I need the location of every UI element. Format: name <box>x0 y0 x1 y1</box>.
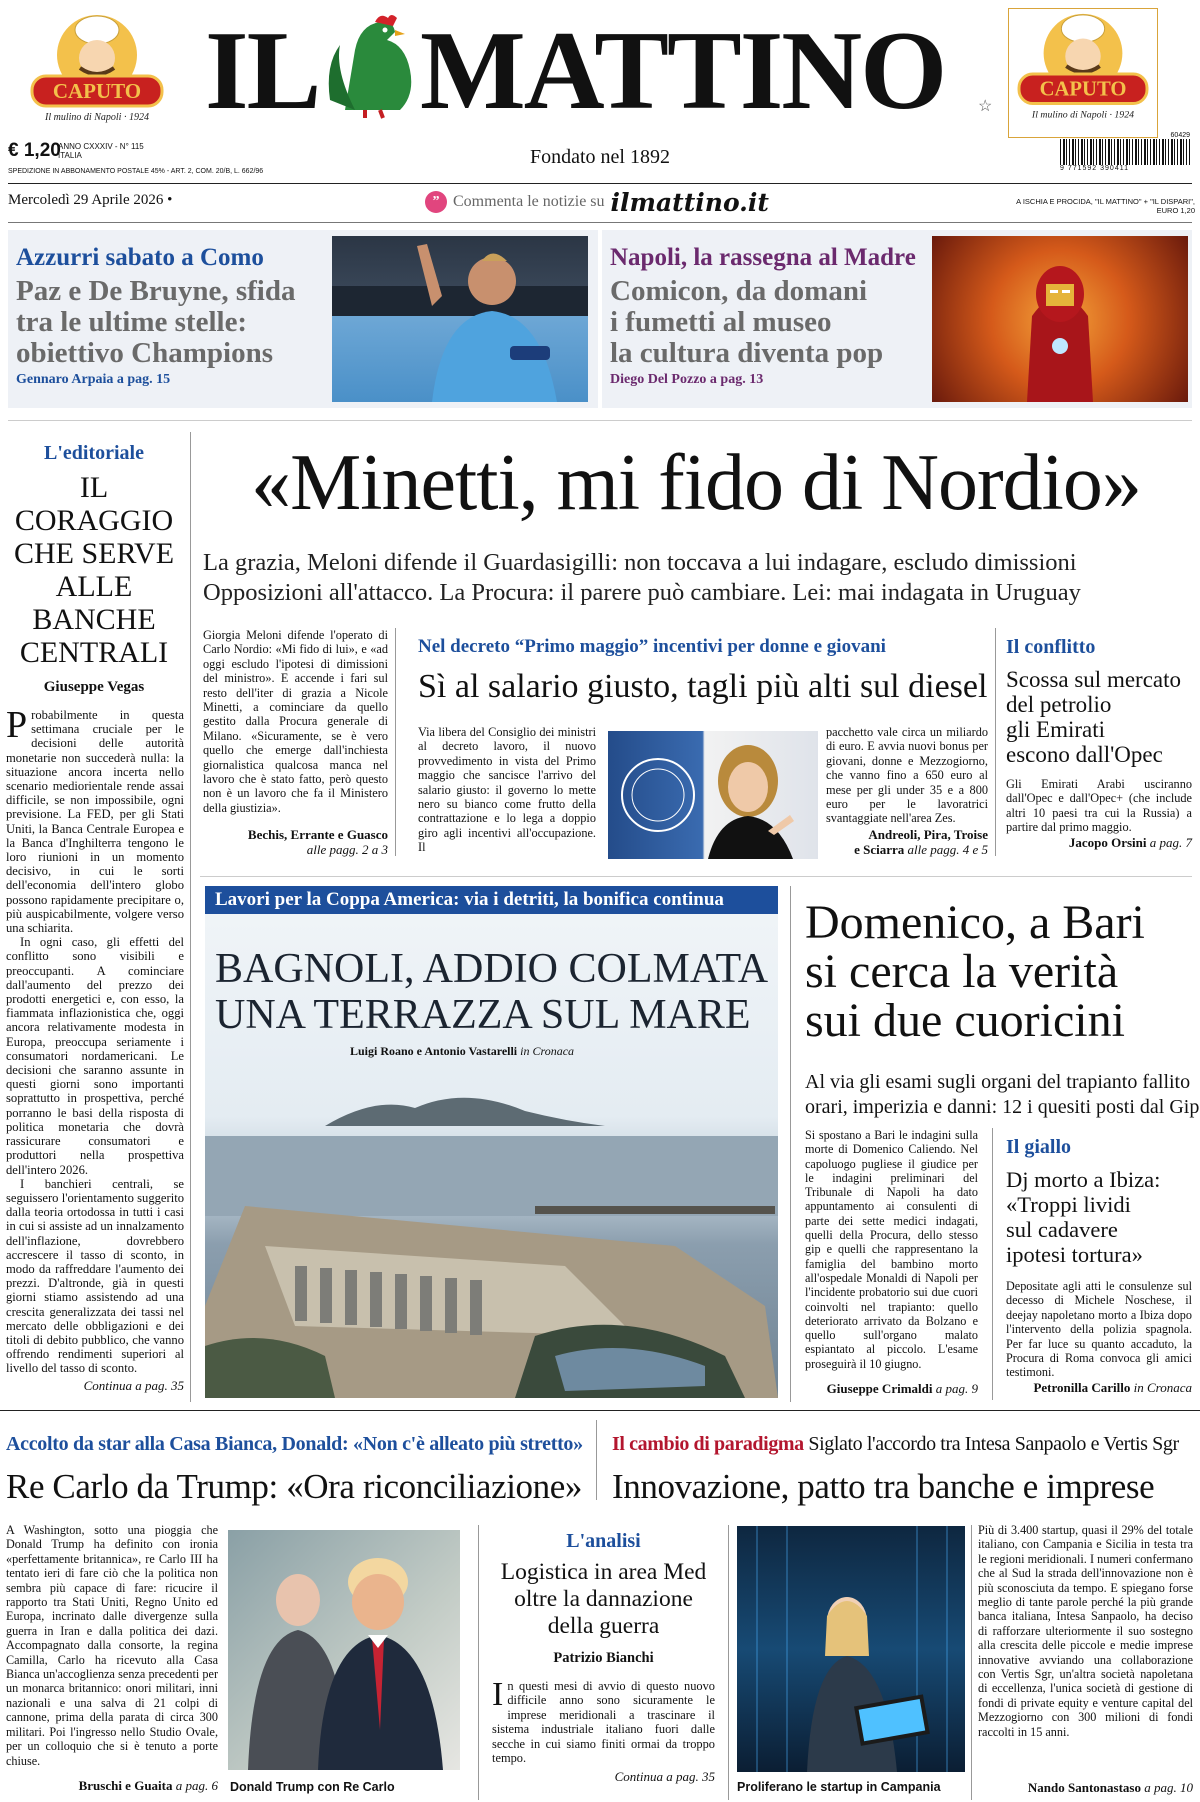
comment-bar[interactable]: ” Commenta le notizie su ilmattino.it <box>425 186 805 218</box>
issue-info: ANNO CXXXIV - N° 115 ITALIA <box>58 142 144 160</box>
teaser-football-photo <box>332 236 588 402</box>
decree-photo <box>608 731 818 859</box>
domenico-subheadline: Al via gli esami sugli organi del trapianto fallito orari, imperizia e danni: 12 i quesiti posti dal Gip <box>805 1071 1200 1118</box>
giallo-kicker: Il giallo <box>1006 1136 1072 1158</box>
bagnoli-byline[interactable]: Luigi Roano e Antonio Vastarelli in Cronaca <box>350 1044 575 1058</box>
analisi-title: Logistica in area Med oltre la dannazione della guerra <box>500 1559 707 1639</box>
decree-headline[interactable]: Sì al salario giusto, tagli più alti sul diesel <box>418 668 988 705</box>
rooster-icon <box>329 15 412 118</box>
svg-text:CAPUTO: CAPUTO <box>1039 78 1127 101</box>
banks-headline[interactable]: Innovazione, patto tra banche e imprese <box>612 1467 1155 1506</box>
date-line: Mercoledì 29 Aprile 2026 • <box>8 192 173 208</box>
analisi-author: Patrizio Bianchi <box>553 1650 654 1666</box>
founded: Fondato nel 1892 <box>530 146 670 168</box>
masthead-logo <box>205 10 995 120</box>
editorial-title: IL CORAGGIO CHE SERVE ALLE BANCHE CENTRALI <box>13 471 175 669</box>
editorial-author: Giuseppe Vegas <box>43 679 145 695</box>
conflict-byline[interactable]: Jacopo Orsini a pag. 7 <box>1068 834 1192 850</box>
editorial-continue[interactable]: Continua a pag. 35 <box>83 1377 184 1393</box>
teaser-byline: Gennaro Arpaia a pag. 15 <box>16 372 171 387</box>
domenico-byline[interactable]: Giuseppe Crimaldi a pag. 9 <box>826 1381 978 1396</box>
svg-text:Il mulino di Napoli · 1924: Il mulino di Napoli · 1924 <box>1031 109 1135 121</box>
banks-photo <box>737 1526 965 1772</box>
editorial[interactable] <box>4 442 184 1394</box>
conflict-title: Scossa sul mercato del petrolio gli Emirati escono dall'Opec <box>1006 667 1182 767</box>
lead-byline: Bechis, Errante e Guasco <box>247 827 388 842</box>
teaser-title: Comicon, da domani i fumetti al museo la cultura diventa pop <box>610 275 884 369</box>
teaser-comicon-photo <box>932 236 1188 402</box>
decree-kicker: Nel decreto “Primo maggio” incentivi per donne e giovani <box>418 636 886 657</box>
postal-info: SPEDIZIONE IN ABBONAMENTO POSTALE 45% - ART. 2, COM. 20/B, L. 662/96 <box>8 168 264 175</box>
banks-byline[interactable]: Nando Santonastaso a pag. 10 <box>1027 1780 1193 1795</box>
decree-body-right: pacchetto vale circa un miliardo di euro. E avvia nuovi bonus per giovani, donne e Mezzogiorno, che vanno fino a 650 euro al mese per gli under 35 e a 800 euro per le lavoratrici svantaggiate nell'area Zes. <box>826 725 988 826</box>
trump-headline[interactable]: Re Carlo da Trump: «Ora riconciliazione» <box>6 1467 582 1506</box>
giallo-byline[interactable]: Petronilla Carillo in Cronaca <box>1033 1379 1192 1395</box>
barcode-bars <box>1060 139 1190 165</box>
site-link[interactable]: ilmattino.it <box>610 187 769 217</box>
svg-text:IL: IL <box>205 10 320 120</box>
barcode: 60429 9 771592 390411 <box>1060 132 1190 172</box>
editorial-kicker: L'editoriale <box>44 442 144 464</box>
trump-byline[interactable]: Bruschi e Guaita a pag. 6 <box>78 1778 218 1793</box>
analisi-continue[interactable]: Continua a pag. 35 <box>614 1769 715 1785</box>
chef-icon <box>22 10 172 140</box>
banks-body: Più di 3.400 startup, quasi il 29% del totale italiano, con Campania e Sicilia in testa tra le regioni meridionali. I numeri confermano che al Sud la strada dell'innovazione non è più sconosciuta da tempo. E spiegano forse meglio di tante parole perché la più grande banca italiana, Intesa Sanpaolo, ha deciso di rafforzare ulteriormente il suo sostegno alla crescita delle piccole e medie imprese innovative avviando una collaborazione con Vertis Sgr, un'altra società napoletana di eccellenza, l'unica società di gestione di fondi di private equity e venture capital del Mezzogiorno con 300 milioni di fondi raccolti in 15 anni. <box>978 1523 1193 1739</box>
speech-bubble-icon: ” <box>425 191 447 213</box>
masthead-title <box>205 10 995 120</box>
domenico-body: Si spostano a Bari le indagini sulla morte di Domenico Caliendo. Nel capoluogo pugliese il giudice per le indagini preliminari del Tribunale di Napoli ha dato appuntamento ai consulenti di parte dei sette medici indagati, quelli della Procura, dello stesso gip e quelli che rappresentano la famiglia del bambino morto all'ospedale Monaldi di Napoli per l'incidente probatorio sui due cuori coinvolti nel trapianto: quello deteriorato arrivato da Bolzano e quello sull'organo malato espiantato al piccolo. L'esame proseguirà il 10 giugno. <box>805 1128 978 1371</box>
analisi-body: In questi mesi di avvio di questo nuovo difficile anno sono sicuramente le imprese meridionali a trascinare il sistema industriale italiano fuori dalle secche in cui siamo finiti ormai da troppo tempo. <box>492 1676 715 1766</box>
svg-text:CAPUTO: CAPUTO <box>52 79 142 103</box>
trump-body: A Washington, sotto una pioggia che Donald Trump ha definito con ironia «perfettamente britannica», re Carlo III ha tentato ieri di fare ciò che la politica non sembra più capace di fare: ricucire il rapporto tra Stati Uniti, Regno Unito ed Europa, incrinato dalle divergenze sulla guerra in Iran e dalla politica dei dazi. Accompagnato dalla consorte, la regina Camilla, Carlo ha ricevuto alla Casa Bianca un'accoglienza senza precedenti per un monarca britannico: onori militari, inni nazionali e una salva di 21 colpi di cannone, prima della parata di circa 300 militari. Poi l'ingresso nello Studio Ovale, per un colloquio che si è tenuto a porte chiuse. <box>6 1523 218 1768</box>
trump-caption: Donald Trump con Re Carlo <box>230 1780 395 1794</box>
domenico-title[interactable]: Domenico, a Bari si cerca la verità sui due cuoricini <box>805 896 1145 1047</box>
conflict-kicker: Il conflitto <box>1006 636 1096 658</box>
teaser-title: Paz e De Bruyne, sfida tra le ultime stelle: obiettivo Champions <box>16 275 296 369</box>
svg-text:Il mulino di Napoli · 1924: Il mulino di Napoli · 1924 <box>45 112 149 123</box>
decree-body-left: Via libera del Consiglio dei ministri al decreto lavoro, il nuovo provvedimento in vista del Primo maggio che sancisce l'arrivo del salario giusto: il governo lo mette nero su bianco come frutto della contrattazione e lo lega a doppio giro agli incentivi all'occupazione. Il <box>418 725 596 855</box>
decree-byline-pages[interactable]: e Sciarra alle pagg. 4 e 5 <box>854 842 988 857</box>
trump-kicker: Accolto da star alla Casa Bianca, Donald: «Non c'è alleato più stretto» <box>6 1433 583 1455</box>
editorial-body: Probabilmente in questa settimana cruciale per le decisioni delle autorità monetarie non succederà nulla: la situazione ancora incerta nello scenario mediorientale rende assai difficile, se non impossibile, ogni previsione. La FED, per gli Stati Uniti, la Banca Centrale Europea e la Banca d'Inghilterra tengono le loro riunioni in un momento decisivo, in cui le sorti dell'economia dell'intero globo possono rapidamente precipitare o, più auspicabilmente, volgere verso una schiarita. In ogni caso, gli effetti del conflitto sono visibili e preoccupanti. A cominciare dall'aumento del prezzo dei prodotti energetici e, con esso, la fiammata inflazionistica che, oggi ancora relativamente modesta in Europa, preoccupa seriamente i consumatori nordamericani. Le decisioni che saranno assunte in questi giorni sono importanti soprattutto in prospettiva, perché porranno le basi della risposta di politica monetaria che dovrà rassicurare consumatori e produttori nella prospettiva dell'intero 2026. I banchieri centrali, se seguissero l'orientamento suggerito dalla teoria ortodossa in tutti i casi in cui si assiste ad un innalzamento dell'inflazione, dovrebbero accrescere il tasso di sconto, in modo da raffreddare l'aumento dei prezzi. D'altronde, già in questi giorni stiamo assistendo ad una crescita generalizzata dei tassi nel mercato delle obbligazioni e dei titoli di debito pubblico, che vanno offrendo rendimenti superiori al livello del tasso di sconto. <box>6 704 184 1376</box>
star-icon: ☆ <box>978 98 993 115</box>
banks-kicker: Il cambio di paradigma Siglato l'accordo tra Intesa Sanpaolo e Vertis Sgr <box>612 1433 1179 1455</box>
conflict-body: Gli Emirati Arabi usciranno dall'Opec e dall'Opec+ (che include altri 10 paesi tra cui la Russia) a partire dal primo maggio. <box>1006 777 1192 835</box>
analisi-kicker: L'analisi <box>566 1530 641 1552</box>
lead-byline-pages[interactable]: alle pagg. 2 a 3 <box>306 842 388 857</box>
giallo-title: Dj morto a Ibiza: «Troppi lividi sul cadavere ipotesi tortura» <box>1006 1167 1161 1267</box>
decree-byline: Andreoli, Pira, Troise <box>868 827 988 842</box>
sponsor-logo-left[interactable] <box>22 10 172 140</box>
giallo-body: Depositate agli atti le consulenze sul decesso di Michele Noschese, il deejay napoletano morto a Ibiza dopo l'intervento della polizia spagnola. Per far luce su quanto accaduto, la Procura di Roma convoca gli amici testimoni. <box>1006 1279 1192 1380</box>
sponsor-logo-right[interactable] <box>1008 8 1158 138</box>
trump-photo <box>228 1530 460 1770</box>
conflict[interactable] <box>1006 636 1192 851</box>
lead-headline[interactable]: «Minetti, mi fido di Nordio» <box>251 439 1141 527</box>
bagnoli-title[interactable]: BAGNOLI, ADDIO COLMATA UNA TERRAZZA SUL MARE <box>215 946 769 1038</box>
bagnoli-kicker: Lavori per la Coppa America: via i detriti, la bonifica continua <box>205 886 778 914</box>
teaser-byline: Diego Del Pozzo a pag. 13 <box>610 372 764 387</box>
lead-body: Giorgia Meloni difende l'operato di Carlo Nordio: «Mi fido di lui», e «ad oggi escludo l'ipotesi di dimissioni del ministro». E accende i fari sul resto dell'iter di grazia a Nicole Minetti, a cominciare da quello gestito dalla Procura generale di Milano. «Sicuramente, se è vero quello che emerge dall'inchiesta giornalistica qualcosa manca nel lavoro che è stato fatto, però questo non è un lavoro che fa il Ministero della giustizia». <box>203 628 388 815</box>
price: € 1,20 <box>8 140 61 161</box>
chef-icon <box>1009 9 1157 137</box>
analisi[interactable] <box>486 1530 721 1785</box>
banks-caption: Proliferano le startup in Campania <box>737 1780 941 1794</box>
giallo[interactable] <box>1006 1136 1192 1396</box>
lead-subheadline: La grazia, Meloni difende il Guardasigilli: non toccava a lui indagare, escludo dimissioni Opposizioni all'attacco. La Procura: il parere può cambiare. Lei: mai indagata in Uruguay <box>203 549 1081 606</box>
svg-text:MATTINO: MATTINO <box>420 10 946 120</box>
teaser-kicker: Napoli, la rassegna al Madre <box>610 244 916 271</box>
teaser-kicker: Azzurri sabato a Como <box>16 244 264 271</box>
ischia-note: A ISCHIA E PROCIDA, "IL MATTINO" + "IL DISPARI", EURO 1,20 <box>1016 197 1195 215</box>
